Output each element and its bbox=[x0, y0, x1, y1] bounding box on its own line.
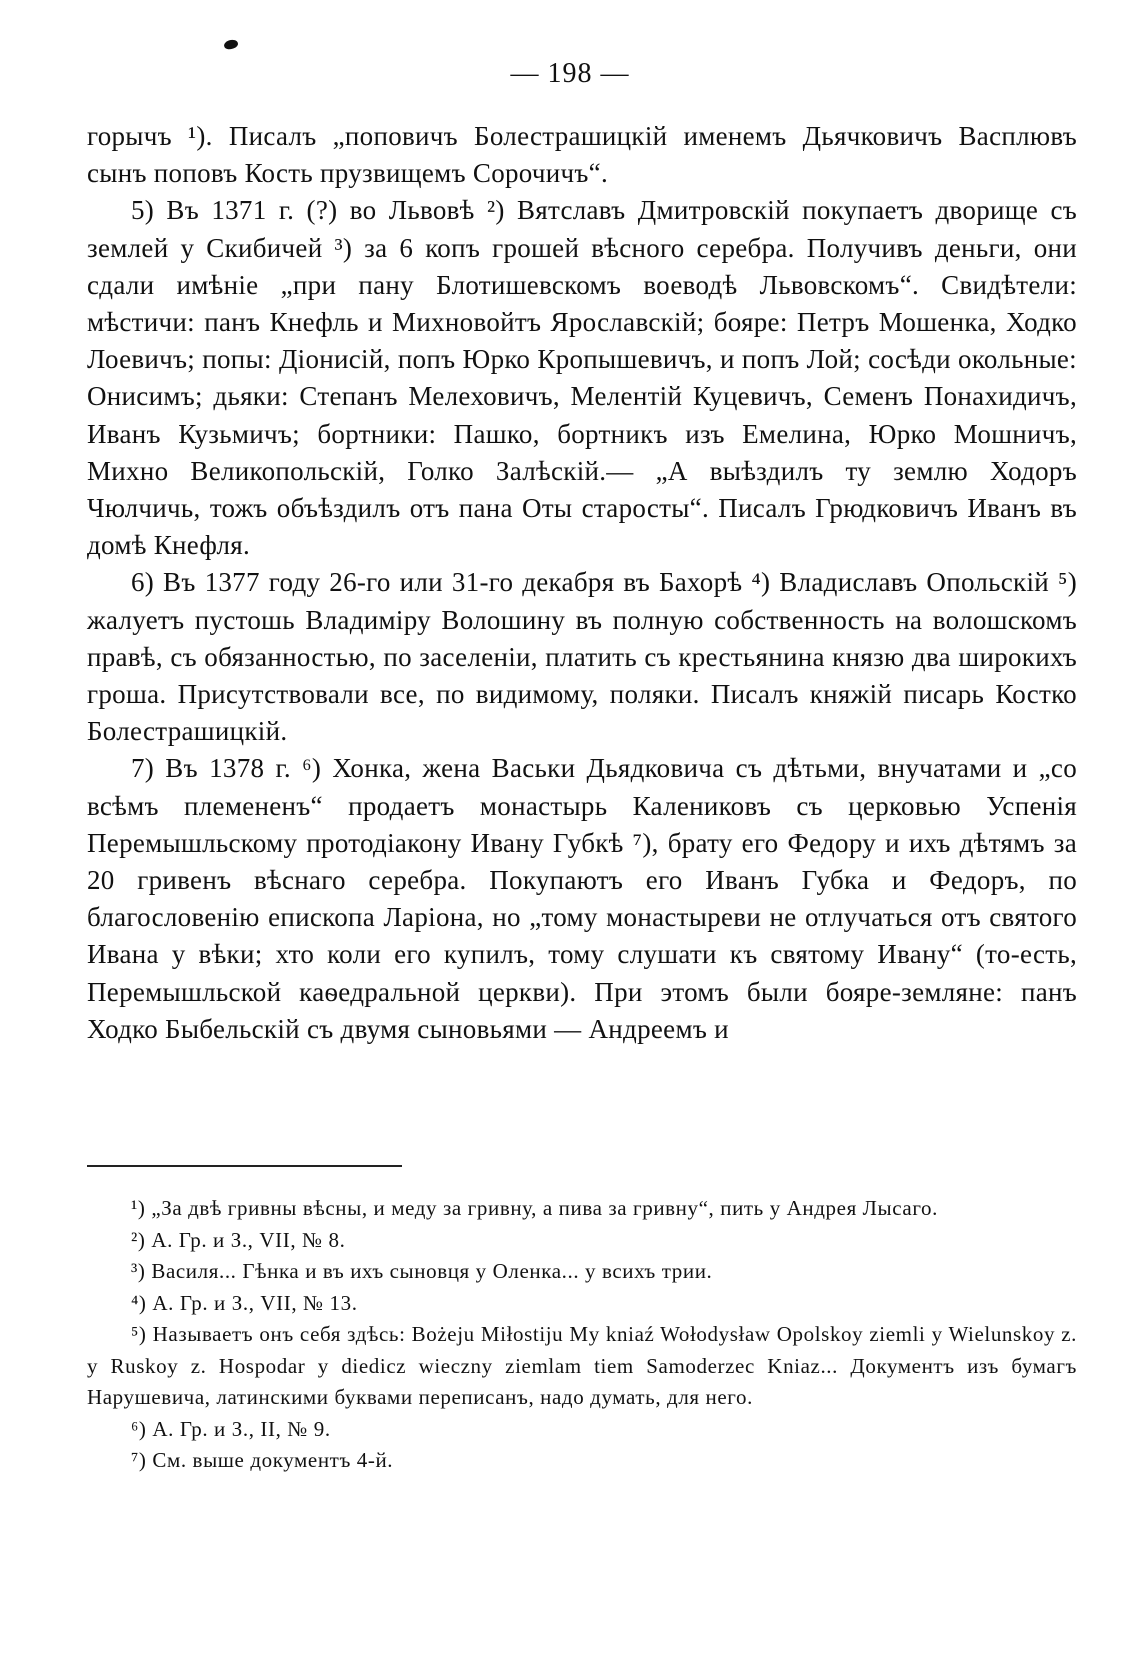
footnote-4: ⁴) А. Гр. и З., VII, № 13. bbox=[131, 1290, 358, 1315]
footnote-1: ¹) „За двѣ гривны вѣсны, и меду за гривну, а пива за гривну“, пить у Андрея Лысаго. bbox=[131, 1196, 938, 1220]
paragraph-continuation: горычъ ¹). Писалъ „поповичъ Болестрашицкій именемъ Дьячковичъ Васплювъ сынъ поповъ Кость прузвищемъ Сорочичъ“. bbox=[87, 121, 1077, 189]
ink-blot bbox=[223, 38, 239, 51]
footnote-5: ⁵) Называетъ онъ себя здѣсь: Bożeju Miłostiju My kniaź Wołodysław Opolskoy ziemli y Wielunskoy z. y Ruskoy z. Hospodar y diedicz wieczny ziemlam tiem Samoderzec Kniaz... Документъ изъ бумагъ Нарушевича, латинскими буквами переписанъ, надо думать, для него. bbox=[87, 1322, 1077, 1409]
footnotes bbox=[87, 1193, 1077, 1477]
paragraph-item-7: 7) Въ 1378 г. ⁶) Хонка, жена Васьки Дьядковича съ дѣтьми, внучатами и „со всѣмъ племененъ“ продаетъ монастырь Калениковъ съ церковью Успенія Перемышльскому протодіакону Ивану Губкѣ ⁷), брату его Федору и ихъ дѣтямъ за 20 гривенъ вѣснаго серебра. Покупаютъ его Иванъ Губка и Федоръ, по благословенію епископа Ларіона, но „тому монастыреви не отлучаться отъ святого Ивана у вѣки; хто коли его купилъ, тому слушати къ святому Ивану“ (то-есть, Перемышльской каѳедральной церкви). При этомъ были бояре-земляне: панъ Ходко Быбельскій съ двумя сыновьями — Андреемъ и bbox=[87, 753, 1077, 1044]
paragraph-item-6: 6) Въ 1377 году 26-го или 31-го декабря въ Бахорѣ ⁴) Владиславъ Опольскій ⁵) жалуетъ пустошь Владиміру Волошину въ полную собственность на волошскомъ правѣ, съ обязанностью, по заселеніи, платить съ крестьянина князю два широкихъ гроша. Присутствовали все, по видимому, поляки. Писалъ княжій писарь Костко Болестрашицкій. bbox=[87, 567, 1077, 747]
footnote-2: ²) А. Гр. и З., VII, № 8. bbox=[131, 1227, 346, 1252]
page-number: — 198 — bbox=[510, 58, 630, 89]
paragraph-item-5: 5) Въ 1371 г. (?) во Львовѣ ²) Вятславъ Дмитровскій покупаетъ дворище съ землей у Скибичей ³) за 6 копъ грошей вѣсного серебра. Получивъ деньги, они сдали имѣніе „при пану Блотишевскомъ воеводѣ Львовскомъ“. Свидѣтели: мѣстичи: панъ Кнефль и Михновойтъ Ярославскій; бояре: Петръ Мошенка, Ходко Лоевичъ; попы: Діонисій, попъ Юрко Кропышевичъ, и попъ Лой; сосѣди окольные: Онисимъ; дьяки: Степанъ Мелеховичъ, Мелентій Куцевичъ, Семенъ Понахидичъ, Иванъ Кузьмичъ; бортники: Пашко, бортникъ изъ Емелина, Юрко Мошничъ, Михно Великопольскій, Голко Залѣскій.— „А выѣздилъ ту землю Ходоръ Чюлчичь, тожъ объѣздилъ отъ пана Оты старосты“. Писалъ Грюдковичъ Иванъ въ домѣ Кнефля. bbox=[87, 195, 1077, 561]
footnote-3: ³) Василя... Гѣнка и въ ихъ сыновця у Оленка... у всихъ трии. bbox=[131, 1259, 713, 1283]
main-text bbox=[87, 118, 1077, 1048]
footnote-separator bbox=[87, 1165, 402, 1167]
footnote-7: ⁷) См. выше документъ 4-й. bbox=[131, 1448, 394, 1472]
footnote-6: ⁶) А. Гр. и З., II, № 9. bbox=[131, 1416, 331, 1441]
